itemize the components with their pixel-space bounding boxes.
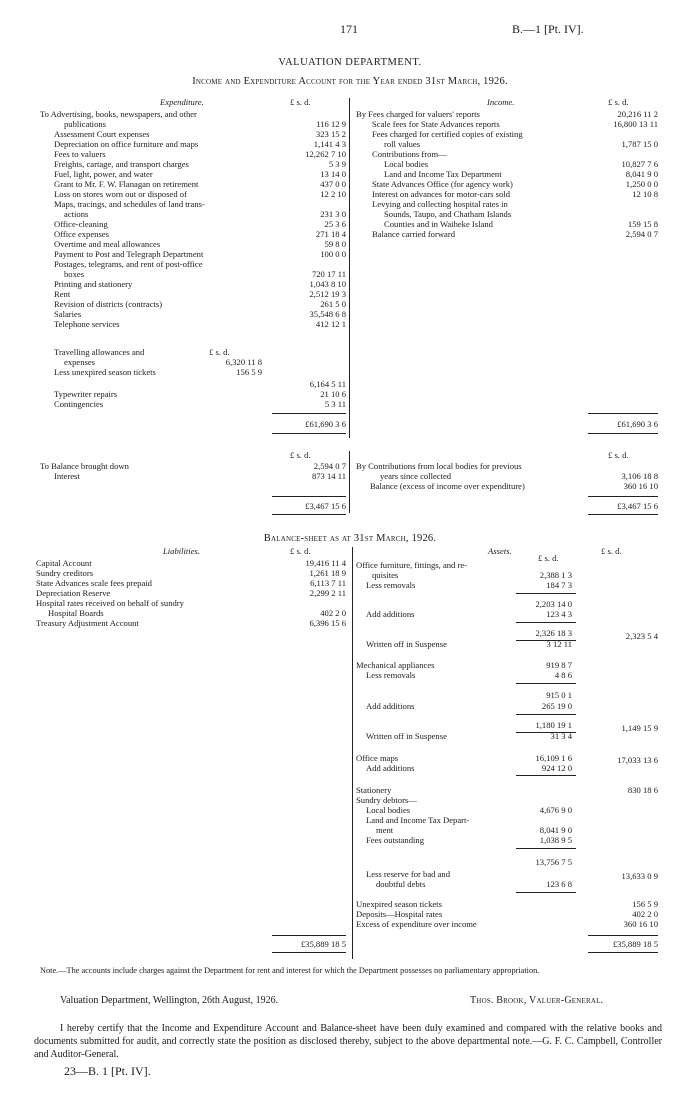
expenditure-row-4-label: Fees to valuers [54,149,106,159]
asset-row-10-label: Add additions [366,701,415,711]
asset-subtotal-rule [516,593,576,594]
expenditure-row-1-value: 116 12 9 [316,119,346,129]
expenditure-row-7-value: 437 0 0 [320,179,346,189]
travelling-net: 6,164 5 11 [309,379,346,389]
asset-row-13-label: Office maps [356,753,399,763]
balance-brought-down-label: To Balance brought down [40,461,129,471]
asset-row-17-label: Local bodies [366,805,411,815]
income-row-5-value: 10,827 7 6 [621,159,658,169]
income-row-8-label: Interest on advances for motor-cars sold [372,189,510,199]
asset-row-6-outer-value: 2,323 5 4 [625,631,658,641]
travelling-less-label: Less unexpired season tickets [54,367,156,377]
liability-row-4-label: Hospital rates received on behalf of sundry [36,598,184,608]
expenditure-row-13-label: Overtime and meal allowances [54,239,161,249]
assets-outer-currency: £ s. d. [601,546,622,556]
expenditure-row-8-label: Loss on stores worn out or disposed of [54,189,187,199]
asset-subtotal-rule [516,622,576,623]
asset-row-5-inner-value: 2,326 18 3 [535,628,572,638]
expenditure-currency-heading: £ s. d. [290,97,311,107]
liability-row-5-value: 402 2 0 [320,608,346,618]
income-row-1-label: Scale fees for State Advances reports [372,119,500,129]
contributions-label: By Contributions from local bodies for previous [356,461,522,471]
income-heading: Income. [487,97,515,107]
asset-row-18-label: Land and Income Tax Depart- [366,815,470,825]
asset-row-14-inner-value: 924 12 0 [541,763,572,773]
travelling-label: Travelling allowances and [54,347,145,357]
liability-row-3-label: Depreciation Reserve [36,588,111,598]
liability-row-0-value: 19,416 11 4 [305,558,346,568]
asset-row-15-label: Stationery [356,785,392,795]
balance-brought-down-value: 2,594 0 7 [313,461,346,471]
expenditure-row-12-label: Office expenses [54,229,109,239]
asset-row-4-label: Add additions [366,609,415,619]
expenditure-row-5-label: Freights, cartage, and transport charges [54,159,189,169]
asset-row-15-outer-value: 830 18 6 [627,785,658,795]
asset-row-12-outer-value: 1,149 15 9 [621,723,658,733]
income-row-8-value: 12 10 8 [632,189,658,199]
liability-row-0-label: Capital Account [36,558,92,568]
asset-subtotal-rule [516,714,576,715]
asset-row-9-inner-value: 915 0 1 [546,690,572,700]
expenditure-row-7-label: Grant to Mr. F. W. Flanagan on retirement [54,179,199,189]
expenditure-row-6-label: Fuel, light, power, and water [54,169,153,179]
expenditure-row-15-label: Postages, telegrams, and rent of post-office [54,259,203,269]
liability-row-6-label: Treasury Adjustment Account [36,618,139,628]
expenditure-row-19-label: Revision of districts (contracts) [54,299,163,309]
second-right-total: £3,467 15 6 [617,501,658,511]
asset-row-0-label: Office furniture, fittings, and re- [356,560,468,570]
income-row-10-label: Sounds, Taupo, and Chatham Islands [384,209,512,219]
interest-value: 873 14 11 [311,471,346,481]
income-row-1-value: 16,800 13 11 [613,119,658,129]
expenditure-row-5-value: 5 3 9 [328,159,346,169]
income-row-6-label: Land and Income Tax Department [384,169,502,179]
balance-excess-label: Balance (excess of income over expenditure) [370,481,525,491]
asset-row-2-label: Less removals [366,580,416,590]
asset-row-6-label: Written off in Suspense [366,639,447,649]
expenditure-row-16-label: boxes [64,269,85,279]
asset-row-3-inner-value: 2,203 14 0 [535,599,572,609]
asset-subtotal-rule [516,848,576,849]
expenditure-row-14-value: 100 0 0 [320,249,346,259]
expenditure-row-17-label: Printing and stationery [54,279,133,289]
income-row-12-label: Balance carried forward [372,229,456,239]
income-row-4-label: Contributions from— [372,149,447,159]
income-total: £61,690 3 6 [617,419,658,429]
expenditure-heading: Expenditure. [160,97,204,107]
asset-row-12-label: Written off in Suspense [366,731,447,741]
asset-subtotal-rule [516,683,576,684]
series-reference: B.—1 [Pt. IV]. [512,22,584,36]
balance-excess-value: 360 16 10 [623,481,658,491]
page-footer: 23—B. 1 [Pt. IV]. [64,1064,151,1078]
income-row-9-label: Levying and collecting hospital rates in [372,199,508,209]
income-row-12-value: 2,594 0 7 [625,229,658,239]
asset-subtotal-rule [516,775,576,776]
expenditure-row-19-value: 261 5 0 [320,299,346,309]
asset-row-2-inner-value: 184 7 3 [546,580,572,590]
liability-row-5-label: Hospital Boards [48,608,104,618]
income-row-11-label: Counties and in Waiheke Island [384,219,493,229]
department-title: VALUATION DEPARTMENT. [278,57,422,68]
income-row-7-value: 1,250 0 0 [625,179,658,189]
asset-row-11-inner-value: 1,180 19 1 [535,720,572,730]
expenditure-row-2-label: Assessment Court expenses [54,129,150,139]
asset-row-7-inner-value: 919 8 7 [546,660,572,670]
asset-row-23-inner-value: 123 6 8 [546,879,572,889]
asset-row-10-inner-value: 265 19 0 [541,701,572,711]
assets-total: £35,889 18 5 [612,939,658,949]
asset-row-1-label: quisites [372,570,399,580]
asset-row-26-label: Excess of expenditure over income [356,919,477,929]
asset-row-23-outer-value: 13,633 0 9 [621,871,658,881]
income-row-5-label: Local bodies [384,159,429,169]
expenditure-row-21-value: 412 12 1 [315,319,346,329]
asset-row-21-inner-value: 13,756 7 5 [535,857,572,867]
asset-row-7-label: Mechanical appliances [356,660,435,670]
liabilities-heading: Liabilities. [163,546,201,556]
expenditure-row-4-value: 12,262 7 10 [305,149,346,159]
asset-row-26-outer-value: 360 16 10 [623,919,658,929]
second-left-currency: £ s. d. [290,450,311,460]
income-currency-heading: £ s. d. [608,97,629,107]
income-row-2-label: Fees charged for certified copies of existing [372,129,523,139]
asset-row-22-label: Less reserve for bad and [366,869,450,879]
asset-row-23-label: doubtful debts [376,879,426,889]
expenditure-row-11-value: 25 3 6 [324,219,346,229]
liability-row-1-label: Sundry creditors [36,568,94,578]
asset-row-8-label: Less removals [366,670,416,680]
column-divider [349,98,350,438]
asset-row-13-inner-value: 16,109 1 6 [535,753,572,763]
expenditure-row-18-label: Rent [54,289,71,299]
expenditure-row-0-label: To Advertising, books, newspapers, and other [40,109,197,119]
expenditure-row-11-label: Office-cleaning [54,219,108,229]
typewriter-repairs-value: 21 10 6 [320,389,346,399]
liability-row-3-value: 2,299 2 11 [309,588,346,598]
expenditure-row-10-value: 231 3 0 [320,209,346,219]
expenditure-total: £61,690 3 6 [305,419,346,429]
travelling-less: 156 5 9 [236,367,262,377]
contingencies-label: Contingencies [54,399,104,409]
expenditure-row-16-value: 720 17 11 [311,269,346,279]
income-row-0-value: 20,216 11 2 [617,109,658,119]
audit-certificate: I hereby certify that the Income and Expenditure Account and Balance-sheet have been duly examined and compared with the relative books and documents submitted for audit, and correctly state the position as disclosed thereby, subject to the above departmental note.—G. F. C. Campbell, Controller and Auditor-General. [34,1023,662,1060]
contingencies-value: 5 3 11 [324,399,346,409]
expenditure-row-6-value: 13 14 0 [320,169,346,179]
asset-row-16-label: Sundry debtors— [356,795,417,805]
asset-row-24-outer-value: 156 5 9 [632,899,658,909]
typewriter-repairs-label: Typewriter repairs [54,389,118,399]
asset-row-19-inner-value: 8,041 9 0 [539,825,572,835]
expenditure-row-9-label: Maps, tracings, and schedules of land trans- [54,199,205,209]
asset-row-25-outer-value: 402 2 0 [632,909,658,919]
expenditure-row-17-value: 1,043 8 10 [309,279,346,289]
income-row-6-value: 8,041 9 0 [625,169,658,179]
expenditure-row-20-label: Salaries [54,309,82,319]
account-title: Income and Expenditure Account for the Year ended 31st March, 1926. [192,76,508,87]
assets-inner-currency: £ s. d. [538,553,559,563]
liability-row-2-value: 6,113 7 11 [310,578,346,588]
expenditure-row-8-value: 12 2 10 [320,189,346,199]
asset-row-8-inner-value: 4 8 6 [554,670,572,680]
expenditure-row-13-value: 59 8 0 [324,239,346,249]
expenditure-row-3-value: 1,141 4 3 [313,139,346,149]
asset-row-12-inner-value: 31 3 4 [550,731,572,741]
asset-row-25-label: Deposits—Hospital rates [356,909,443,919]
asset-row-14-outer-value: 17,033 13 6 [617,755,658,765]
travelling-label-cont: expenses [64,357,96,367]
contributions-label-cont: years since collected [380,471,452,481]
asset-row-17-inner-value: 4,676 9 0 [539,805,572,815]
liabilities-total: £35,889 18 5 [300,939,346,949]
page-number: 171 [340,22,358,36]
expenditure-row-18-value: 2,512 19 3 [309,289,346,299]
income-row-0-label: By Fees charged for valuers' reports [356,109,480,119]
second-left-total: £3,467 15 6 [305,501,346,511]
asset-row-14-label: Add additions [366,763,415,773]
expenditure-row-3-label: Depreciation on office furniture and maps [54,139,199,149]
expenditure-row-21-label: Telephone services [54,319,120,329]
liability-row-1-value: 1,261 18 9 [309,568,346,578]
liability-row-2-label: State Advances scale fees prepaid [36,578,152,588]
departmental-note: Note.—The accounts include charges against the Department for rent and interest for which the Department possesses no parliamentary appropriation. [40,966,540,975]
assets-heading: Assets. [488,546,512,556]
valuer-general-signature: Thos. Brook, Valuer-General. [470,995,604,1006]
liability-row-6-value: 6,396 15 6 [309,618,346,628]
expenditure-row-12-value: 271 18 4 [315,229,346,239]
income-row-3-value: 1,787 15 0 [621,139,658,149]
liabilities-currency: £ s. d. [290,546,311,556]
expenditure-row-10-label: actions [64,209,89,219]
signoff-place-date: Valuation Department, Wellington, 26th August, 1926. [60,995,279,1006]
asset-row-6-inner-value: 3 12 11 [546,639,572,649]
expenditure-row-20-value: 35,548 6 8 [309,309,346,319]
expenditure-row-1-label: publications [64,119,107,129]
expenditure-row-14-label: Payment to Post and Telegraph Department [54,249,204,259]
contributions-value: 3,106 18 8 [621,471,658,481]
expenditure-row-2-value: 323 15 2 [315,129,346,139]
asset-row-20-label: Fees outstanding [366,835,425,845]
asset-row-19-label: ment [376,825,394,835]
travelling-currency-heading: £ s. d. [209,347,230,357]
interest-label: Interest [54,471,80,481]
balance-sheet-title: Balance-sheet as at 31st March, 1926. [263,533,437,544]
asset-subtotal-rule [516,892,576,893]
asset-row-24-label: Unexpired season tickets [356,899,442,909]
asset-row-1-inner-value: 2,388 1 3 [539,570,572,580]
income-row-11-value: 159 15 8 [627,219,658,229]
asset-row-20-inner-value: 1,038 9 5 [539,835,572,845]
income-row-3-label: roll values [384,139,421,149]
income-row-7-label: State Advances Office (for agency work) [372,179,513,189]
second-right-currency: £ s. d. [608,450,629,460]
asset-row-4-inner-value: 123 4 3 [546,609,572,619]
travelling-gross: 6,320 11 8 [225,357,262,367]
